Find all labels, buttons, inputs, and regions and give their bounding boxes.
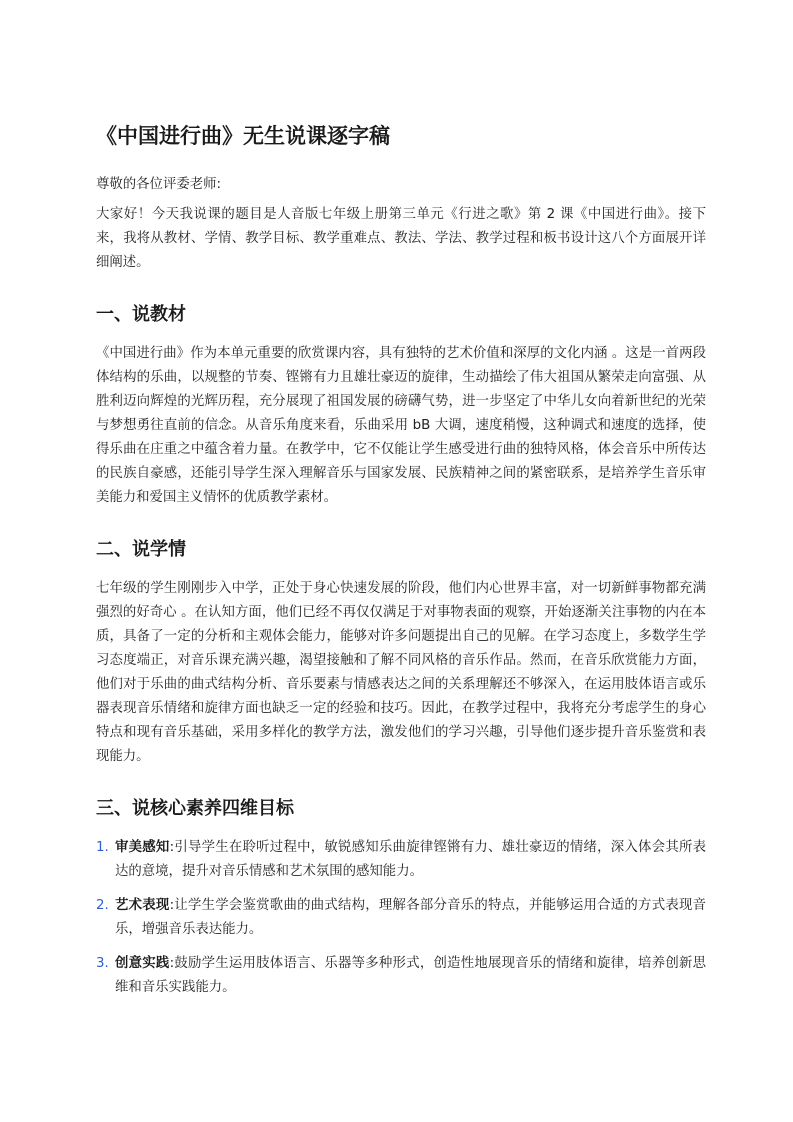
intro-paragraph: 大家好！今天我说课的题目是人音版七年级上册第三单元《行进之歌》第 2 课《中国进行曲》。接下来，我将从教材、学情、教学目标、教学重难点、教法、学法、教学过程和板书设计这八个方面展开详细阐述。 <box>96 207 706 270</box>
list-item-text: 引导学生在聆听过程中，敏锐感知乐曲旋律铿锵有力、雄壮豪迈的情绪，深入体会其所表达的意境，提升对音乐情感和艺术氛围的感知能力。 <box>115 840 707 879</box>
students-paragraph: 七年级的学生刚刚步入中学，正处于身心快速发展的阶段，他们内心世界丰富，对一切新鲜事物都充满强烈的好奇心 。在认知方面，他们已经不再仅仅满足于对事物表面的观察，开始逐渐关注事物的内在本质，具备了一定的分析和主观体会能力，能够对许多问题提出自己的见解。在学习态度上，多数学生学习态度端正，对音乐课充满兴趣，渴望接触和了解不同风格的音乐作品。然而，在音乐欣赏能力方面，他们对于乐曲的曲式结构分析、音乐要素与情感表达之间的关系理解还不够深入，在运用肢体语言或乐器表现音乐情绪和旋律方面也缺乏一定的经验和技巧。因此，在教学过程中，我将充分考虑学生的身心特点和现有音乐基础，采用多样化的教学方法，激发他们的学习兴趣，引导他们逐步提升音乐鉴赏和表现能力。 <box>96 581 706 764</box>
list-item-colon: : <box>169 840 175 855</box>
list-item <box>96 952 706 1000</box>
section-heading-textbook: 一、说教材 <box>96 304 186 325</box>
goals-list <box>96 836 706 1000</box>
list-item-term: 审美感知 <box>115 840 170 855</box>
list-item-number: 3. <box>96 956 109 971</box>
list-item-number: 2. <box>96 898 109 913</box>
textbook-paragraph: 《中国进行曲》作为本单元重要的欣赏课内容，具有独特的艺术价值和深厚的文化内涵 。这是一首两段体结构的乐曲，以规整的节奏、铿锵有力且雄壮豪迈的旋律，生动描绘了伟大祖国从繁荣走向富强、从胜利迈向辉煌的光辉历程，充分展现了祖国发展的磅礴气势，进一步坚定了中华儿女向着新世纪的光荣与梦想勇往直前的信念。从音乐角度来看，乐曲采用 bB 大调，速度稍慢，这种调式和速度的选择，使得乐曲在庄重之中蕴含着力量。在教学中，它不仅能让学生感受进行曲的独特风格，体会音乐中所传达的民族自豪感，还能引导学生深入理解音乐与国家发展、民族精神之间的紧密联系，是培养学生音乐审美能力和爱国主义情怀的优质教学素材。 <box>96 346 706 505</box>
list-item-colon: : <box>169 956 175 971</box>
list-item-colon: : <box>169 898 175 913</box>
list-item-text: 让学生学会鉴赏歌曲的曲式结构，理解各部分音乐的特点，并能够运用合适的方式表现音乐，增强音乐表达能力。 <box>115 898 707 937</box>
list-item <box>96 894 706 942</box>
section-heading-students: 二、说学情 <box>96 539 186 560</box>
list-item <box>96 836 706 884</box>
list-item-number: 1. <box>96 840 109 855</box>
list-item-text: 鼓励学生运用肢体语言、乐器等多种形式，创造性地展现音乐的情绪和旋律，培养创新思维和音乐实践能力。 <box>115 956 707 995</box>
section-heading-goals: 三、说核心素养四维目标 <box>96 798 294 819</box>
document-title: 《中国进行曲》无生说课逐字稿 <box>96 124 390 148</box>
list-item-term: 创意实践 <box>115 956 170 971</box>
greeting-paragraph: 尊敬的各位评委老师: <box>96 177 222 192</box>
list-item-term: 艺术表现 <box>115 898 170 913</box>
document-page <box>96 120 706 1010</box>
